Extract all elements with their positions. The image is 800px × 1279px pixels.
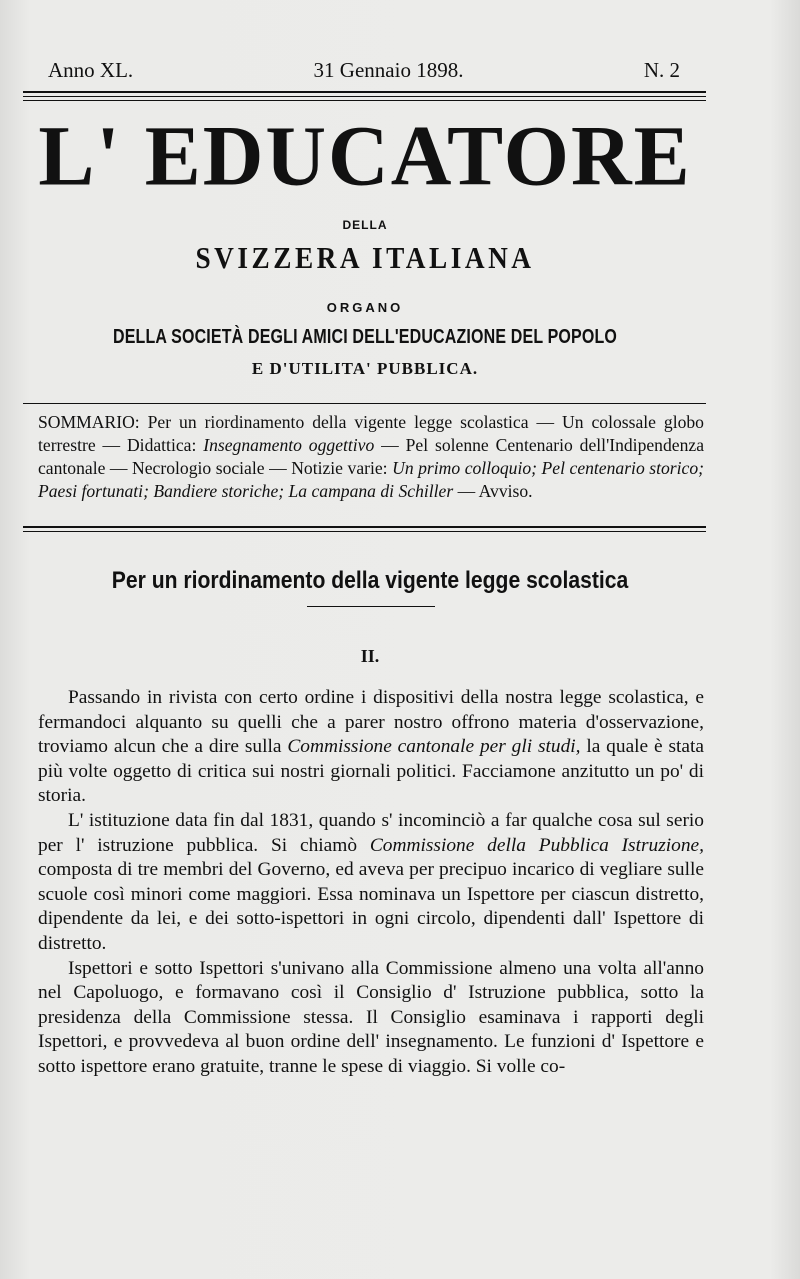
header-rule-bottom xyxy=(23,100,706,101)
sommario xyxy=(38,411,704,503)
sommario-rule-bottom-thin xyxy=(23,531,706,532)
masthead-region: SVIZZERA ITALIANA xyxy=(195,240,535,275)
issue-info xyxy=(48,58,680,83)
title-divider xyxy=(307,606,435,607)
sommario-item-2-italic: Insegnamento oggettivo xyxy=(203,435,375,455)
sommario-item-3: — Pel solenne Centenario dell'Indipendenza cantonale — Necrologio sociale — Notizie varie: xyxy=(38,435,704,478)
paragraph-1-italic: Commissione cantonale per gli studi, xyxy=(287,736,581,758)
paragraph-1 xyxy=(38,686,704,809)
article-part: II. xyxy=(360,646,380,666)
masthead-title: L' EDUCATORE xyxy=(38,109,692,204)
paragraph-3: Ispettori e sotto Ispettori s'univano alla Commissione almeno una volta all'anno nel Capoluogo, e formavano così il Consiglio d' Istruzione pubblica, sotto la presidenza della Commissione stessa. Il Consiglio esaminava i rapporti degli Ispettori, e provvedeva al buon ordine dell' insegnamento. Le funzioni d' Ispettore e sotto ispettore erano gratuite, tranne le spese di viaggio. Si volle co- xyxy=(38,957,704,1077)
paragraph-2 xyxy=(38,809,704,957)
article-body xyxy=(38,684,704,1080)
paragraph-1-text-b: la quale è stata più volte oggetto di critica sui nostri giornali politici. Facciamone anzitutto un po' di storia. xyxy=(38,736,704,807)
article-title: Per un riordinamento della vigente legge scolastica xyxy=(111,567,629,594)
masthead-society: DELLA SOCIETÀ DEGLI AMICI DELL'EDUCAZIONE DEL POPOLO xyxy=(113,326,617,348)
sommario-label: SOMMARIO: xyxy=(38,412,140,432)
issue-date: 31 Gennaio 1898. xyxy=(313,58,464,82)
masthead-utility: E D'UTILITA' PUBBLICA. xyxy=(251,359,479,378)
paragraph-2-italic: Commissione della Pubblica Istruzione, xyxy=(369,834,704,856)
issue-year: Anno XL. xyxy=(48,58,134,82)
paragraph-1-text-a: Passando in rivista con certo ordine i dispositivi della nostra legge scolastica, e fermandoci alquanto su quelli che a parer nostro offrono materia d'osservazione, troviamo alcun che a dire sulla xyxy=(38,687,704,758)
sommario-item-1: Per un riordinamento della vigente legge scolastica — xyxy=(147,412,555,432)
issue-number: N. 2 xyxy=(643,58,680,82)
sommario-rule-bottom xyxy=(23,526,706,528)
sommario-item-3-italic: Un primo colloquio; Pel centenario storico; Paesi fortunati; Bandiere storiche; La campana di Schiller xyxy=(38,458,704,501)
masthead-della: DELLA xyxy=(342,218,388,232)
header-rule-top xyxy=(23,91,706,93)
sommario-item-2: Un colossale globo terrestre — Didattica: xyxy=(38,412,704,455)
paragraph-2-text-b: composta di tre membri del Governo, ed aveva per precipuo incarico di vegliare sulle scuole così minori come maggiori. Essa nominava un Ispettore per ciascun distretto, dipendente da lei, e dei sotto-ispettori in ogni circolo, dipendenti dall' Ispettore di distretto. xyxy=(38,859,704,954)
sommario-rule-top xyxy=(23,403,706,404)
sommario-item-4: — Avviso. xyxy=(457,481,533,501)
header-rule-thin xyxy=(23,96,706,97)
paragraph-2-text-a: L' istituzione data fin dal 1831, quando s' incominciò a far qualche cosa sul serio per l' istruzione pubblica. Si chiamò xyxy=(38,809,704,856)
masthead-organo: ORGANO xyxy=(326,300,404,315)
